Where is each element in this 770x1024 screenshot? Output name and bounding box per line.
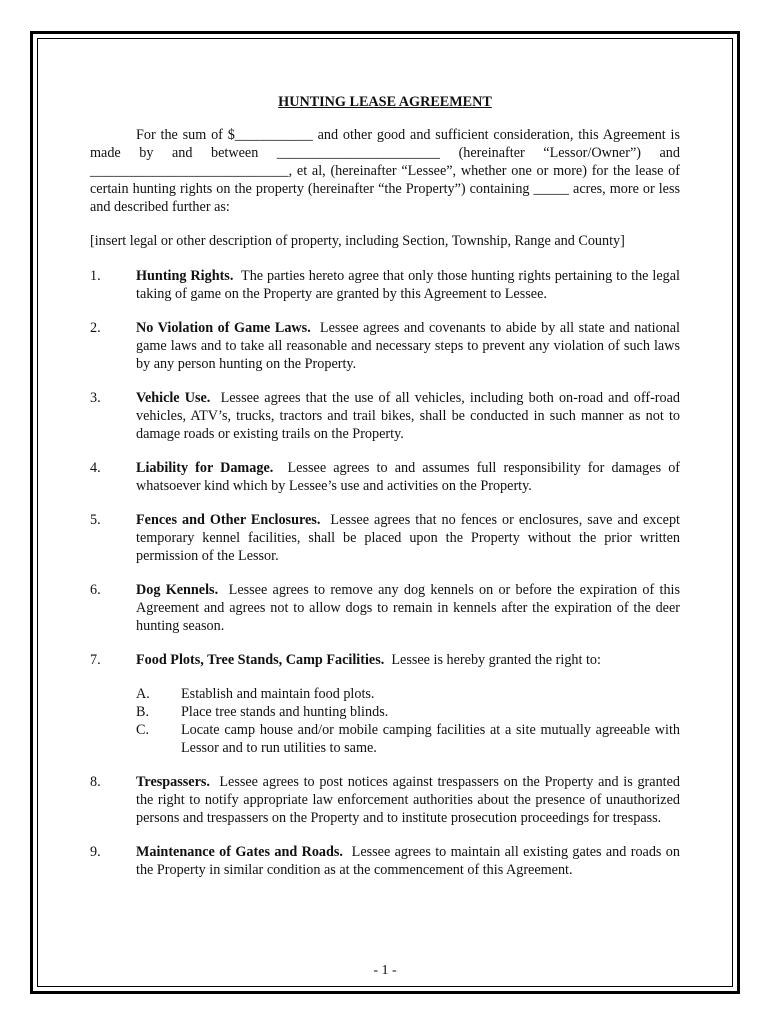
section-text: Lessee agrees and covenants to abide by all state and national game laws and to take all reasonable and necessary steps to prevent any violation of such laws by any person hunting on the Property. <box>136 320 680 372</box>
list-item <box>136 703 680 721</box>
subitem-letter: B. <box>136 704 150 720</box>
section-number: 4. <box>90 460 101 476</box>
subitem-text: Locate camp house and/or mobile camping facilities at a site mutually agreeable with Lessor and to run utilities to same. <box>181 722 680 756</box>
section-heading: Vehicle Use. <box>136 390 211 406</box>
section-text: Lessee agrees to post notices against trespassers on the Property and is granted the right to notify appropriate law enforcement authorities about the presence of unauthorized persons and trespassers on the Property and to institute prosecution proceedings for trespass. <box>136 774 680 826</box>
section-7 <box>90 651 680 669</box>
section-number: 3. <box>90 390 101 406</box>
section-heading: Hunting Rights. <box>136 268 234 284</box>
section-7-sublist <box>136 685 680 757</box>
section-heading: Liability for Damage. <box>136 460 274 476</box>
section-text: Lessee agrees to and assumes full responsibility for damages of whatsoever kind which by Lessee’s use and activities on the Property. <box>136 460 681 494</box>
intro-paragraph: For the sum of $___________ and other good and sufficient consideration, this Agreement is made by and between _______________________ (hereinafter “Lessor/Owner”) and ____________________________, et al, (hereinafter “Lessee”, whether one or more) for the lease of certain hunting rights on the property (hereinafter “the Property”) containing _____ acres, more or less and described further as: <box>90 127 680 215</box>
section-heading: Trespassers. <box>136 774 210 790</box>
section-6 <box>90 581 680 635</box>
section-number: 7. <box>90 652 101 668</box>
section-text: The parties hereto agree that only those hunting rights pertaining to the legal taking of game on the Property are granted by this Agreement to Lessee. <box>136 268 680 302</box>
page-number: - 1 - <box>373 963 397 978</box>
subitem-letter: A. <box>136 686 150 702</box>
section-heading: No Violation of Game Laws. <box>136 320 311 336</box>
section-number: 1. <box>90 268 101 284</box>
section-9 <box>90 843 680 879</box>
section-3 <box>90 389 680 443</box>
section-number: 9. <box>90 844 101 860</box>
document-page <box>90 93 680 895</box>
section-text: Lessee is hereby granted the right to: <box>391 652 601 668</box>
section-text: Lessee agrees to maintain all existing gates and roads on the Property in similar condition as at the commencement of this Agreement. <box>136 844 680 878</box>
section-4 <box>90 459 680 495</box>
subitem-text: Place tree stands and hunting blinds. <box>181 704 389 720</box>
section-text: Lessee agrees to remove any dog kennels on or before the expiration of this Agreement and agrees not to allow dogs to remain in kennels after the expiration of the deer hunting season. <box>136 582 681 634</box>
section-heading: Dog Kennels. <box>136 582 219 598</box>
section-heading: Maintenance of Gates and Roads. <box>136 844 343 860</box>
section-text: Lessee agrees that the use of all vehicles, including both on-road and off-road vehicles, ATV’s, trucks, tractors and trail bikes, shall be conducted in such manner as not to damage roads or existing trails on the Property. <box>136 390 680 442</box>
section-1 <box>90 267 680 303</box>
list-item <box>136 685 680 703</box>
section-heading: Fences and Other Enclosures. <box>136 512 321 528</box>
section-5 <box>90 511 680 565</box>
list-item <box>136 721 680 757</box>
document-title: HUNTING LEASE AGREEMENT <box>278 94 492 110</box>
subitem-letter: C. <box>136 722 150 738</box>
property-description: [insert legal or other description of property, including Section, Township, Range and County] <box>90 233 625 249</box>
section-number: 5. <box>90 512 101 528</box>
section-number: 8. <box>90 774 101 790</box>
section-heading: Food Plots, Tree Stands, Camp Facilities. <box>136 652 385 668</box>
section-number: 2. <box>90 320 101 336</box>
section-text: Lessee agrees that no fences or enclosures, save and except temporary kennel facilities, shall be placed upon the Property without the prior written permission of the Lessor. <box>136 512 681 564</box>
section-8 <box>90 773 680 827</box>
section-2 <box>90 319 680 373</box>
subitem-text: Establish and maintain food plots. <box>181 686 375 702</box>
section-number: 6. <box>90 582 101 598</box>
